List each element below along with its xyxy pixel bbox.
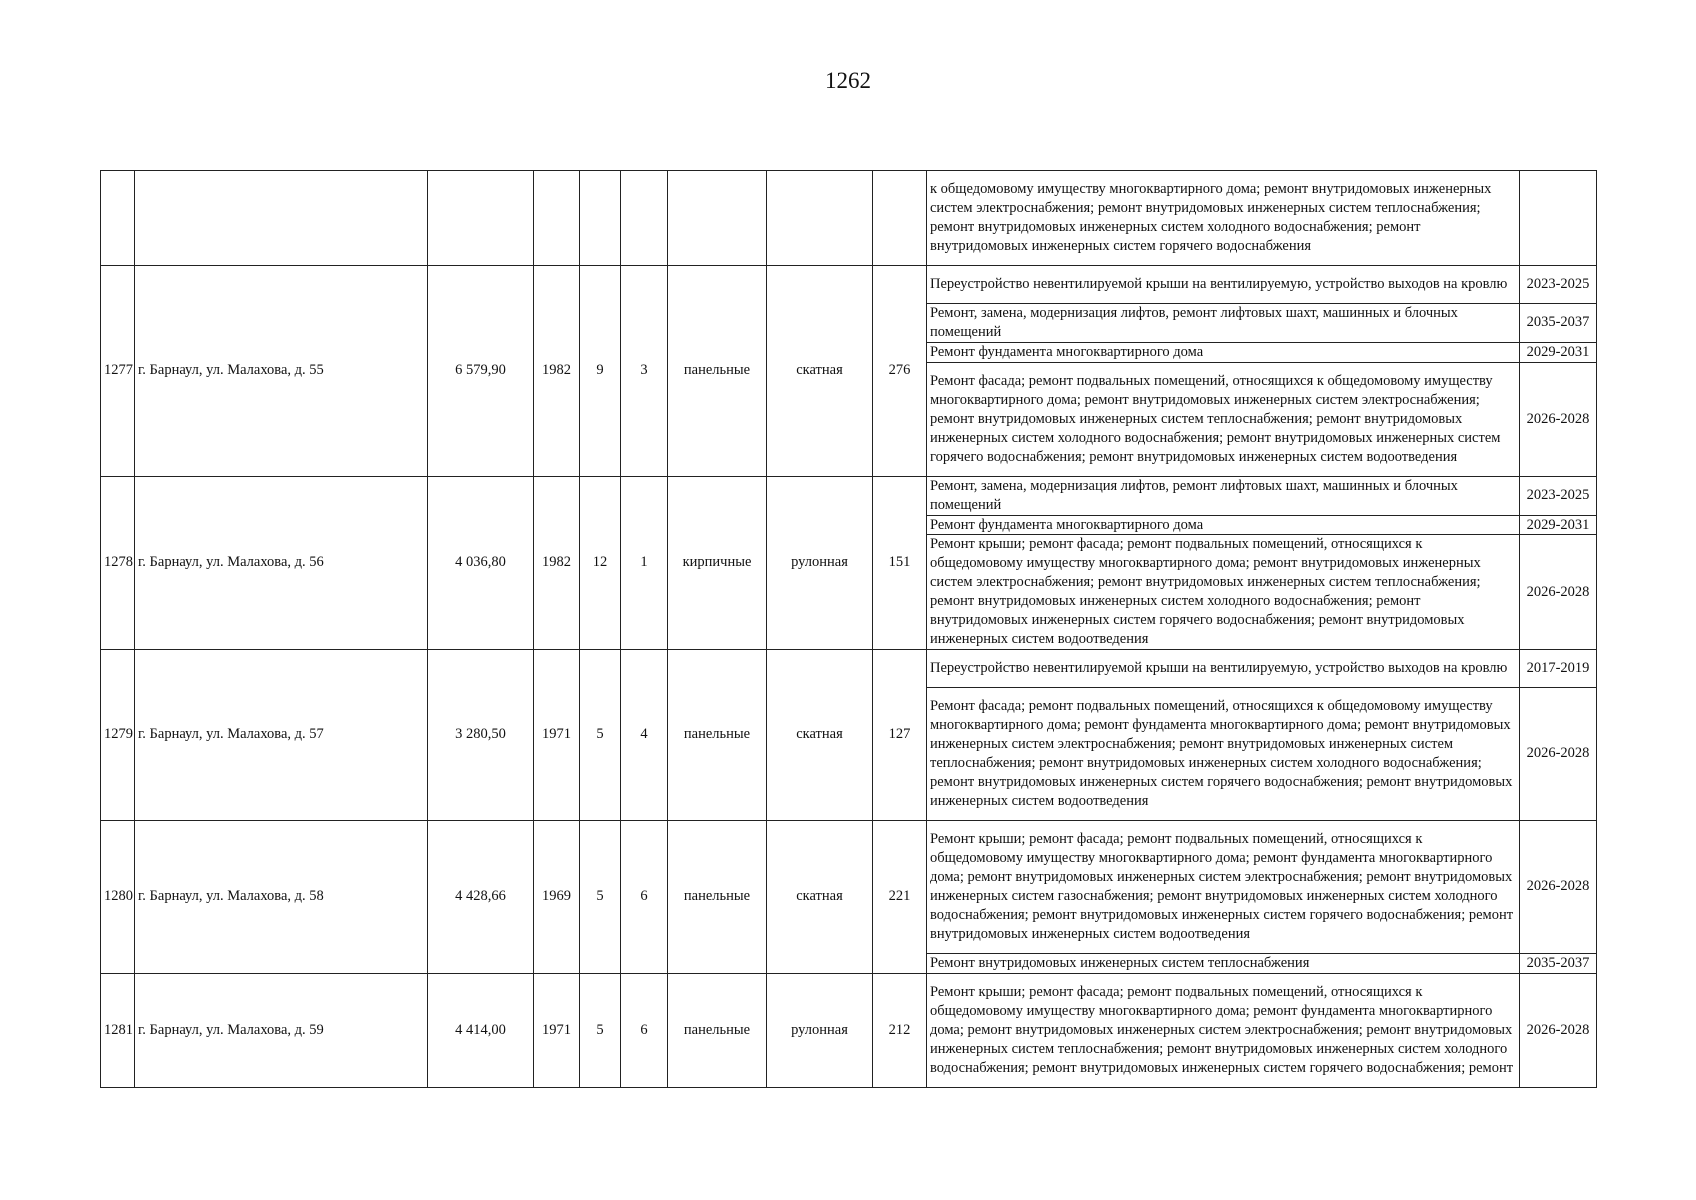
record-number: 1281 xyxy=(101,973,135,1087)
work-description: Ремонт фасада; ремонт подвальных помещений, относящихся к общедомовому имуществу многоквартирного дома; ремонт внутридомовых инженерных систем электроснабжения; ремонт внутридомовых инженерных систем теплоснабжения; ремонт внутридомовых инженерных систем холодного водоснабжения; ремонт внутридомовых инженерных систем горячего водоснабжения; ремонт внутридомовых инженерных систем водоотведения xyxy=(927,362,1520,476)
record-address: г. Барнаул, ул. Малахова, д. 55 xyxy=(135,266,428,477)
record-apartments: 212 xyxy=(873,973,927,1087)
record-number: 1277 xyxy=(101,266,135,477)
table-row xyxy=(101,820,1597,953)
work-period: 2035-2037 xyxy=(1520,953,1597,973)
cell-apartments xyxy=(873,171,927,266)
record-walls: панельные xyxy=(668,649,767,820)
work-description: Ремонт внутридомовых инженерных систем теплоснабжения xyxy=(927,953,1520,973)
record-area: 3 280,50 xyxy=(428,649,534,820)
record-roof: скатная xyxy=(767,649,873,820)
table-row xyxy=(101,476,1597,515)
work-description: Ремонт, замена, модернизация лифтов, ремонт лифтовых шахт, машинных и блочных помещений xyxy=(927,476,1520,515)
record-entrances: 4 xyxy=(621,649,668,820)
repair-program-table xyxy=(100,170,1597,1088)
record-area: 4 036,80 xyxy=(428,476,534,649)
record-entrances: 6 xyxy=(621,973,668,1087)
record-apartments: 151 xyxy=(873,476,927,649)
record-area: 4 414,00 xyxy=(428,973,534,1087)
record-floors: 5 xyxy=(580,820,621,973)
record-walls: панельные xyxy=(668,266,767,477)
record-apartments: 221 xyxy=(873,820,927,973)
record-floors: 12 xyxy=(580,476,621,649)
table-row xyxy=(101,973,1597,1087)
record-roof: скатная xyxy=(767,266,873,477)
record-floors: 5 xyxy=(580,973,621,1087)
work-period: 2026-2028 xyxy=(1520,973,1597,1087)
work-period: 2026-2028 xyxy=(1520,362,1597,476)
table-row xyxy=(101,649,1597,687)
record-address: г. Барнаул, ул. Малахова, д. 56 xyxy=(135,476,428,649)
work-description: Ремонт крыши; ремонт фасада; ремонт подвальных помещений, относящихся к общедомовому имуществу многоквартирного дома; ремонт фундамента многоквартирного дома; ремонт внутридомовых инженерных систем электроснабжения; ремонт внутридомовых инженерных систем теплоснабжения; ремонт внутридомовых инженерных систем холодного водоснабжения; ремонт внутридомовых инженерных систем горячего водоснабжения; ремонт xyxy=(927,973,1520,1087)
continuation-row xyxy=(101,171,1597,266)
work-period: 2026-2028 xyxy=(1520,535,1597,649)
record-number: 1280 xyxy=(101,820,135,973)
work-description: Ремонт крыши; ремонт фасада; ремонт подвальных помещений, относящихся к общедомовому имуществу многоквартирного дома; ремонт внутридомовых инженерных систем электроснабжения; ремонт внутридомовых инженерных систем теплоснабжения; ремонт внутридомовых инженерных систем холодного водоснабжения; ремонт внутридомовых инженерных систем горячего водоснабжения; ремонт внутридомовых инженерных систем водоотведения xyxy=(927,535,1520,649)
work-description: Ремонт, замена, модернизация лифтов, ремонт лифтовых шахт, машинных и блочных помещений xyxy=(927,304,1520,343)
record-entrances: 3 xyxy=(621,266,668,477)
record-year: 1982 xyxy=(534,266,580,477)
work-description: Переустройство невентилируемой крыши на вентилируемую, устройство выходов на кровлю xyxy=(927,649,1520,687)
cell-entrances xyxy=(621,171,668,266)
record-address: г. Барнаул, ул. Малахова, д. 57 xyxy=(135,649,428,820)
work-period: 2035-2037 xyxy=(1520,304,1597,343)
cell-year xyxy=(534,171,580,266)
work-period xyxy=(1520,171,1597,266)
work-period: 2017-2019 xyxy=(1520,649,1597,687)
cell-roof xyxy=(767,171,873,266)
record-floors: 5 xyxy=(580,649,621,820)
record-apartments: 276 xyxy=(873,266,927,477)
record-year: 1971 xyxy=(534,649,580,820)
work-description: Ремонт фундамента многоквартирного дома xyxy=(927,342,1520,362)
page-number: 1262 xyxy=(825,68,871,93)
work-description: Ремонт фундамента многоквартирного дома xyxy=(927,515,1520,535)
table-row xyxy=(101,266,1597,304)
record-entrances: 1 xyxy=(621,476,668,649)
record-area: 6 579,90 xyxy=(428,266,534,477)
work-period: 2023-2025 xyxy=(1520,476,1597,515)
work-description: Переустройство невентилируемой крыши на вентилируемую, устройство выходов на кровлю xyxy=(927,266,1520,304)
cell-address xyxy=(135,171,428,266)
record-year: 1969 xyxy=(534,820,580,973)
work-description: Ремонт фасада; ремонт подвальных помещений, относящихся к общедомовому имуществу многоквартирного дома; ремонт фундамента многоквартирного дома; ремонт внутридомовых инженерных систем электроснабжения; ремонт внутридомовых инженерных систем теплоснабжения; ремонт внутридомовых инженерных систем холодного водоснабжения; ремонт внутридомовых инженерных систем горячего водоснабжения; ремонт внутридомовых инженерных систем водоотведения xyxy=(927,687,1520,820)
record-roof: скатная xyxy=(767,820,873,973)
work-period: 2029-2031 xyxy=(1520,515,1597,535)
cell-floors xyxy=(580,171,621,266)
record-number: 1279 xyxy=(101,649,135,820)
work-period: 2023-2025 xyxy=(1520,266,1597,304)
work-description: к общедомовому имуществу многоквартирного дома; ремонт внутридомовых инженерных систем электроснабжения; ремонт внутридомовых инженерных систем теплоснабжения; ремонт внутридомовых инженерных систем холодного водоснабжения; ремонт внутридомовых инженерных систем горячего водоснабжения xyxy=(927,171,1520,266)
work-period: 2029-2031 xyxy=(1520,342,1597,362)
record-walls: панельные xyxy=(668,820,767,973)
record-address: г. Барнаул, ул. Малахова, д. 59 xyxy=(135,973,428,1087)
record-number: 1278 xyxy=(101,476,135,649)
record-entrances: 6 xyxy=(621,820,668,973)
work-description: Ремонт крыши; ремонт фасада; ремонт подвальных помещений, относящихся к общедомовому имуществу многоквартирного дома; ремонт фундамента многоквартирного дома; ремонт внутридомовых инженерных систем электроснабжения; ремонт внутридомовых инженерных систем газоснабжения; ремонт внутридомовых инженерных систем холодного водоснабжения; ремонт внутридомовых инженерных систем горячего водоснабжения; ремонт внутридомовых инженерных систем водоотведения xyxy=(927,820,1520,953)
record-year: 1982 xyxy=(534,476,580,649)
record-apartments: 127 xyxy=(873,649,927,820)
record-roof: рулонная xyxy=(767,476,873,649)
record-walls: панельные xyxy=(668,973,767,1087)
record-address: г. Барнаул, ул. Малахова, д. 58 xyxy=(135,820,428,973)
cell-walls xyxy=(668,171,767,266)
cell-num xyxy=(101,171,135,266)
record-year: 1971 xyxy=(534,973,580,1087)
record-floors: 9 xyxy=(580,266,621,477)
work-period: 2026-2028 xyxy=(1520,820,1597,953)
record-walls: кирпичные xyxy=(668,476,767,649)
record-area: 4 428,66 xyxy=(428,820,534,973)
work-period: 2026-2028 xyxy=(1520,687,1597,820)
record-roof: рулонная xyxy=(767,973,873,1087)
cell-area xyxy=(428,171,534,266)
